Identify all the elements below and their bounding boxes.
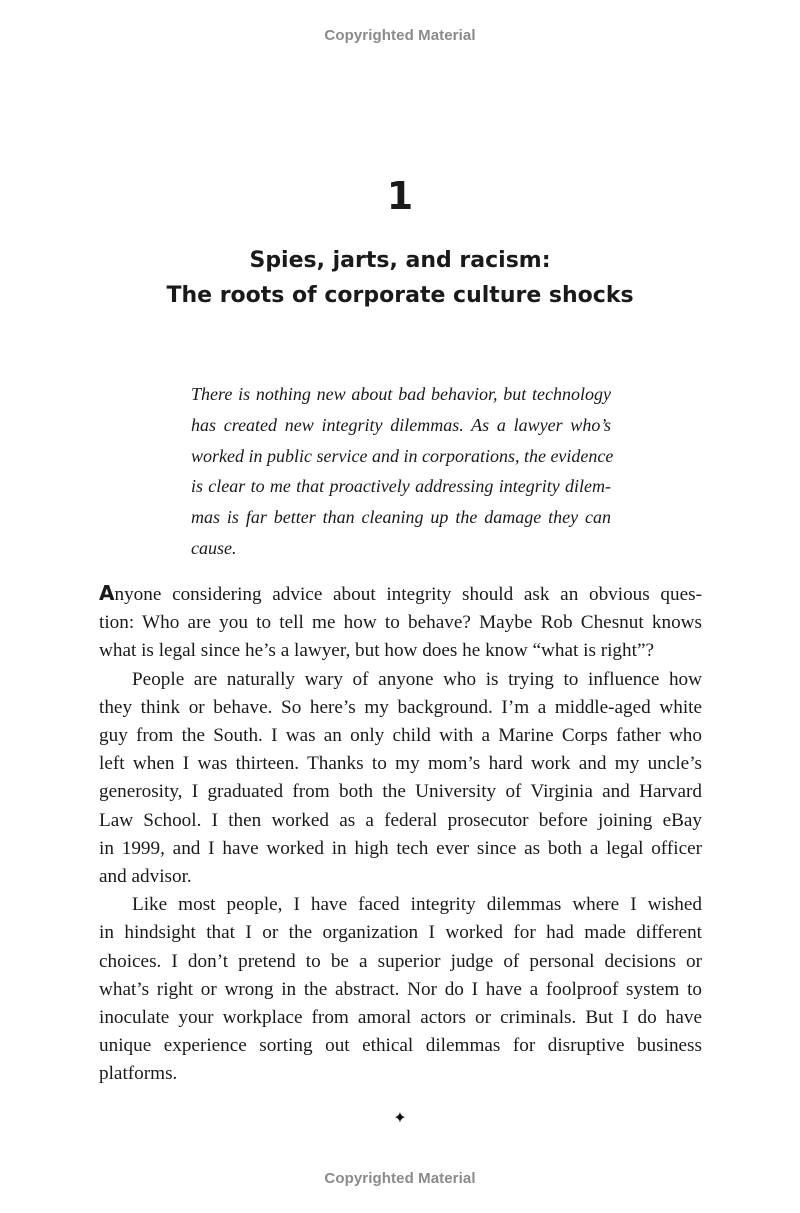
body-line: unique experience sorting out ethical dilemmas for disruptive business bbox=[99, 1035, 702, 1057]
chapter-title-line: The roots of corporate culture shocks bbox=[166, 283, 634, 308]
body-line: and advisor. bbox=[99, 866, 192, 888]
copyright-watermark-top: Copyrighted Material bbox=[324, 27, 476, 44]
body-line: they think or behave. So here’s my background. I’m a middle-aged white bbox=[99, 696, 702, 718]
body-line: tion: Who are you to tell me how to behave? Maybe Rob Chesnut knows bbox=[99, 612, 702, 634]
body-line: what is legal since he’s a lawyer, but how does he know “what is right”? bbox=[99, 640, 654, 662]
epigraph-line: cause. bbox=[191, 537, 237, 558]
body-line bbox=[99, 579, 702, 609]
copyright-watermark-bottom: Copyrighted Material bbox=[324, 1170, 476, 1187]
body-line: platforms. bbox=[99, 1063, 178, 1085]
chapter-title-line: Spies, jarts, and racism: bbox=[249, 248, 551, 273]
paragraph-2 bbox=[99, 666, 702, 892]
body-line: People are naturally wary of anyone who is trying to influence how bbox=[132, 668, 702, 690]
drop-cap: A bbox=[99, 581, 115, 605]
body-text bbox=[99, 579, 702, 1089]
epigraph-line: is clear to me that proactively addressing integrity dilem- bbox=[191, 476, 611, 497]
body-line: generosity, I graduated from both the University of Virginia and Harvard bbox=[99, 781, 702, 803]
chapter-number: 1 bbox=[386, 174, 414, 218]
epigraph-line: worked in public service and in corporations, the evidence bbox=[191, 445, 614, 466]
body-line: Law School. I then worked as a federal prosecutor before joining eBay bbox=[99, 809, 702, 831]
body-line: what’s right or wrong in the abstract. Nor do I have a foolproof system to bbox=[99, 978, 702, 1000]
epigraph-line: has created new integrity dilemmas. As a lawyer who’s bbox=[191, 414, 611, 435]
body-line: guy from the South. I was an only child with a Marine Corps father who bbox=[99, 725, 702, 747]
body-line: in hindsight that I or the organization I worked for had made different bbox=[99, 922, 702, 944]
body-line: in 1999, and I have worked in high tech ever since as both a legal officer bbox=[99, 837, 702, 859]
epigraph bbox=[191, 379, 614, 564]
body-line: choices. I don’t pretend to be a superior judge of personal decisions or bbox=[99, 950, 702, 972]
body-line: inoculate your workplace from amoral actors or criminals. But I do have bbox=[99, 1007, 702, 1029]
four-point-star-icon: ✦ bbox=[393, 1108, 407, 1127]
epigraph-line: There is nothing new about bad behavior, but technology bbox=[191, 384, 611, 404]
body-line-text: nyone considering advice about integrity should ask an obvious ques- bbox=[114, 584, 702, 605]
epigraph-line: mas is far better than cleaning up the damage they can bbox=[191, 507, 611, 528]
paragraph-3 bbox=[99, 891, 702, 1088]
chapter-title bbox=[0, 243, 800, 313]
body-line: left when I was thirteen. Thanks to my mom’s hard work and my uncle’s bbox=[99, 753, 702, 775]
body-line: Like most people, I have faced integrity dilemmas where I wished bbox=[132, 894, 702, 916]
paragraph-1 bbox=[99, 579, 702, 666]
